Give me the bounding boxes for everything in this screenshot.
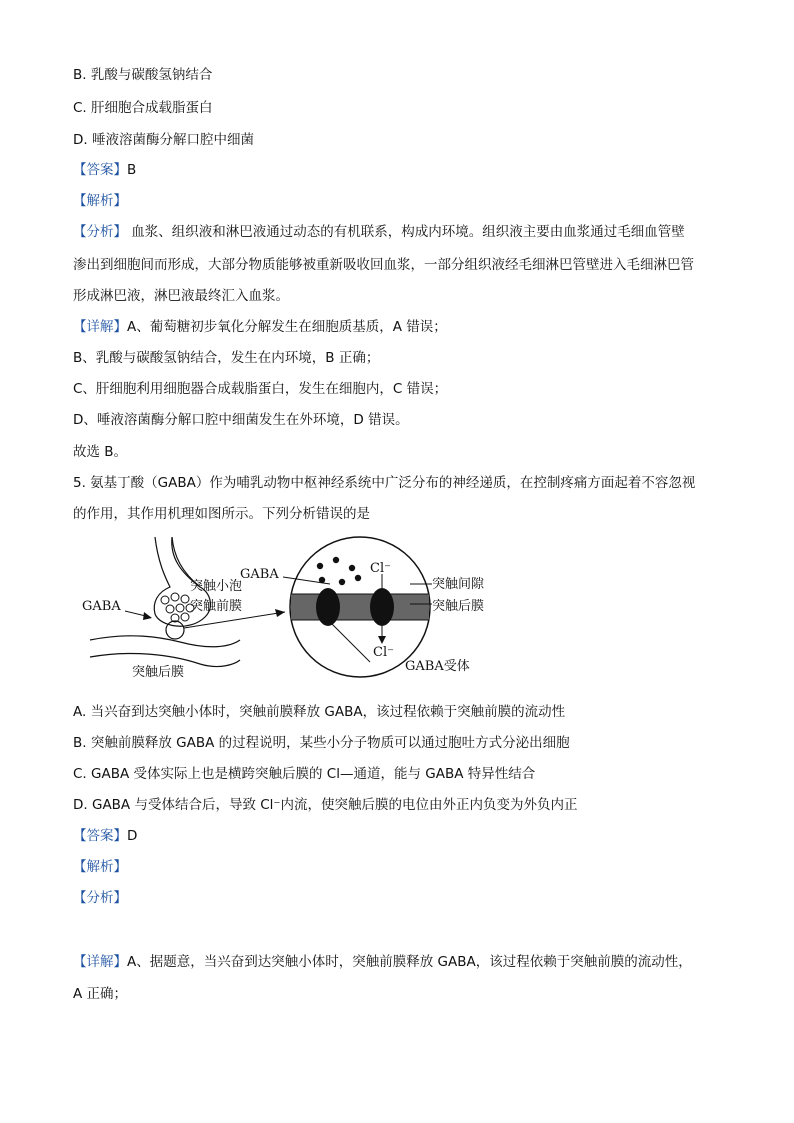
gaba-left-arrowhead bbox=[143, 612, 152, 620]
receptor-left bbox=[316, 588, 340, 626]
answer-2 bbox=[73, 827, 137, 845]
magnify-arrowhead bbox=[275, 609, 285, 617]
question-5-line-1: 5. 氨基丁酸（GABA）作为哺乳动物中枢神经系统中广泛分布的神经递质，在控制疼痛方面起着不容忽视 bbox=[73, 475, 696, 491]
fenxi-2: 【分析】 bbox=[73, 890, 127, 906]
option-a-q5: A. 当兴奋到达突触小体时，突触前膜释放 GABA，该过程依赖于突触前膜的流动性 bbox=[73, 704, 566, 720]
question-5-line-2: 的作用，其作用机理如图所示。下列分析错误的是 bbox=[73, 506, 370, 522]
label-receptor: GABA受体 bbox=[405, 659, 470, 674]
label-vesicle: 突触小泡 bbox=[190, 579, 243, 594]
xiangjie-2-line-2: A 正确； bbox=[73, 986, 128, 1002]
magnify-circle-small bbox=[166, 621, 184, 639]
fenxi-tag: 【分析】 bbox=[73, 224, 127, 240]
option-b: B. 乳酸与碳酸氢钠结合 bbox=[73, 67, 213, 83]
answer-tag: 【答案】 bbox=[73, 828, 127, 844]
xiangjie-tag: 【详解】 bbox=[73, 954, 127, 970]
fenxi-1-line-1 bbox=[73, 223, 685, 241]
label-cl-top: Cl⁻ bbox=[370, 561, 391, 576]
xiangjie-2-line-1 bbox=[73, 953, 692, 971]
option-c: C. 肝细胞合成载脂蛋白 bbox=[73, 100, 213, 116]
receptor-pointer bbox=[332, 624, 370, 662]
option-d: D. 唾液溶菌酶分解口腔中细菌 bbox=[73, 132, 254, 148]
label-cl-bottom: Cl⁻ bbox=[373, 645, 394, 660]
label-pre-membrane: 突触前膜 bbox=[190, 599, 243, 614]
postsynaptic-membrane-left bbox=[90, 636, 240, 667]
label-gaba-circle: GABA bbox=[240, 567, 279, 582]
label-cleft: 突触间隙 bbox=[432, 577, 485, 592]
answer-value: D bbox=[127, 828, 138, 844]
xiangjie-1-line-1 bbox=[73, 318, 447, 336]
choose-answer: 故选 B。 bbox=[73, 444, 128, 460]
answer-value: B bbox=[127, 162, 137, 178]
xiangjie-1-line-4: D、唾液溶菌酶分解口腔中细菌发生在外环境，D 错误。 bbox=[73, 412, 409, 428]
answer-tag: 【答案】 bbox=[73, 162, 127, 178]
xiangjie-1-line-3: C、肝细胞利用细胞器合成载脂蛋白，发生在细胞内，C 错误； bbox=[73, 381, 448, 397]
cl-arrowhead bbox=[378, 636, 386, 644]
answer-1 bbox=[73, 161, 136, 179]
label-gaba-left: GABA bbox=[82, 599, 121, 614]
label-post-membrane-right: 突触后膜 bbox=[432, 599, 485, 614]
xiangjie-text: A、据题意，当兴奋到达突触小体时，突触前膜释放 GABA，该过程依赖于突触前膜的流动性， bbox=[127, 954, 692, 970]
analysis-2: 【解析】 bbox=[73, 859, 127, 875]
fenxi-1-line-2: 渗出到细胞间而形成，大部分物质能够被重新吸收回血浆，一部分组织液经毛细淋巴管壁进入毛细淋巴管 bbox=[73, 257, 694, 273]
synapse-diagram bbox=[70, 532, 510, 692]
label-post-membrane-left: 突触后膜 bbox=[132, 665, 185, 680]
gaba-molecules bbox=[317, 557, 361, 585]
xiangjie-1-line-2: B、乳酸与碳酸氢钠结合，发生在内环境，B 正确； bbox=[73, 350, 380, 366]
membrane-band bbox=[291, 594, 429, 620]
fenxi-text: 血浆、组织液和淋巴液通过动态的有机联系，构成内环境。组织液主要由血浆通过毛细血管壁 bbox=[127, 224, 685, 240]
analysis-1: 【解析】 bbox=[73, 193, 127, 209]
fenxi-1-line-3: 形成淋巴液，淋巴液最终汇入血浆。 bbox=[73, 288, 289, 304]
xiangjie-text: A、葡萄糖初步氧化分解发生在细胞质基质，A 错误； bbox=[127, 319, 447, 335]
option-d-q5: D. GABA 与受体结合后，导致 Cl⁻内流，使突触后膜的电位由外正内负变为外负内正 bbox=[73, 797, 578, 813]
option-b-q5: B. 突触前膜释放 GABA 的过程说明，某些小分子物质可以通过胞吐方式分泌出细胞 bbox=[73, 735, 570, 751]
xiangjie-tag: 【详解】 bbox=[73, 319, 127, 335]
option-c-q5: C. GABA 受体实际上也是横跨突触后膜的 Cl—通道，能与 GABA 特异性结合 bbox=[73, 766, 536, 782]
magnify-arrow bbox=[184, 612, 285, 628]
